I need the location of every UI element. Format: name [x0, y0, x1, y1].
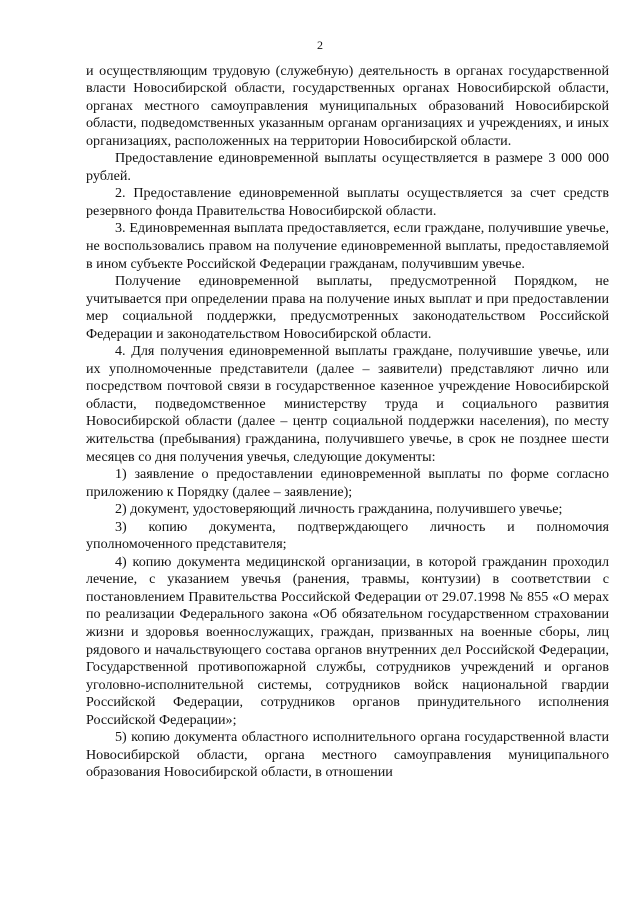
paragraph-item-3: 3. Единовременная выплата предоставляется, если граждане, получившие увечье, не воспользовались правом на получение единовременной выплаты, предоставляемой в ином субъекте Российской Федерации гражданам, получившим увечье.	[86, 220, 609, 272]
paragraph-other-payments: Получение единовременной выплаты, предусмотренной Порядком, не учитывается при определении права на получение иных выплат и при предоставлении мер социальной поддержки, предусмотренных законодательством Российской Федерации и законодательством Новосибирской области.	[86, 273, 609, 342]
paragraph-item-2: 2. Предоставление единовременной выплаты осуществляется за счет средств резервного фонда Правительства Новосибирской области.	[86, 185, 609, 219]
paragraph-subitem-4: 4) копию документа медицинской организации, в которой гражданин проходил лечение, с указанием увечья (ранения, травмы, контузии) в соответствии с постановлением Правительства Российской Федерации от 29.07.1998 № 855 «О мерах по реализации Федерального закона «Об обязательном государственном страховании жизни и здоровья военнослужащих, граждан, призванных на военные сборы, лиц рядового и начальствующего состава органов внутренних дел Российской Федерации, Государственной противопожарной службы, сотрудников учреждений и органов уголовно-исполнительной системы, сотрудников войск национальной гвардии Российской Федерации, сотрудников органов принудительного исполнения Российской Федерации»;	[86, 553, 609, 728]
page-number: 2	[317, 38, 323, 52]
paragraph-subitem-5: 5) копию документа областного исполнительного органа государственной власти Новосибирской области, органа местного самоуправления муниципального образования Новосибирской области, в отношении	[86, 729, 609, 781]
paragraph-continuation: и осуществляющим трудовую (служебную) деятельность в органах государственной власти Новосибирской области, государственных органах Новосибирской области, органах местного самоуправления муниципальных образований Новосибирской области, подведомственных указанным органам организациях и учреждениях, и иных организациях, расположенных на территории Новосибирской области.	[86, 62, 609, 149]
paragraph-subitem-1: 1) заявление о предоставлении единовременной выплаты по форме согласно приложению к Порядку (далее – заявление);	[86, 466, 609, 500]
paragraph-item-4: 4. Для получения единовременной выплаты граждане, получившие увечье, или их уполномоченные представители (далее – заявители) представляют лично или посредством почтовой связи в государственное казенное учреждение Новосибирской области, подведомственное министерству труда и социального развития Новосибирской области (далее – центр социальной поддержки населения), по месту жительства (пребывания) гражданина, получившего увечье, в срок не позднее шести месяцев со дня получения увечья, следующие документы:	[86, 343, 609, 465]
paragraph-subitem-2: 2) документ, удостоверяющий личность гражданина, получившего увечье;	[115, 501, 563, 518]
paragraph-payment-amount: Предоставление единовременной выплаты осуществляется в размере 3 000 000 рублей.	[86, 150, 609, 184]
document-body	[86, 63, 609, 782]
paragraph-subitem-3: 3) копию документа, подтверждающего личность и полномочия уполномоченного представителя;	[86, 518, 609, 553]
